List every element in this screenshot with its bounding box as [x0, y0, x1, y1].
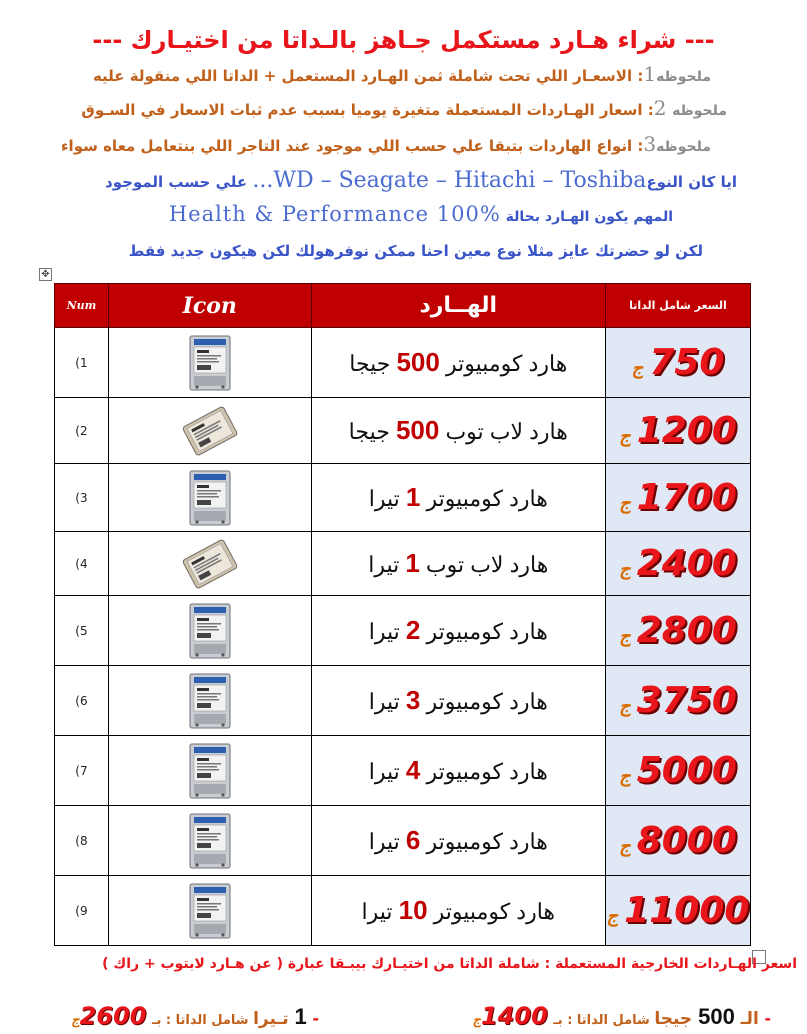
- hdd-name-part: هارد لاب توب: [439, 419, 568, 444]
- row-hdd-name: [311, 464, 605, 532]
- types-brands: ...WD – Seagate – Hitachi – Toshiba: [252, 168, 647, 193]
- row-hdd-name: [311, 666, 605, 736]
- note-number: 3: [643, 132, 657, 156]
- hdd-name-part: تيرا: [368, 829, 406, 854]
- hdd-name-part: هارد كومبيوتر: [427, 899, 556, 924]
- offer-capacity: 1: [294, 1004, 307, 1029]
- hdd-name-part: هارد لاب توب: [419, 552, 549, 577]
- table-row: [55, 876, 751, 946]
- price-amount: 5000: [636, 750, 737, 791]
- row-number: 9): [55, 876, 109, 946]
- row-icon-cell: [108, 596, 311, 666]
- note-text: : انواع الهاردات بتبقا علي حسب اللي موجود عند التاجر اللي بنتعامل معاه سواء: [60, 137, 644, 155]
- hdd-capacity: 1: [405, 548, 420, 578]
- header-num: Num: [55, 284, 109, 328]
- price-amount: 11000: [624, 890, 750, 931]
- offer-dash: -: [306, 1009, 319, 1028]
- note-number: 1: [643, 62, 657, 86]
- note-label: ملحوظه: [672, 103, 727, 119]
- external-offer-500gb: [473, 1002, 771, 1030]
- offer-dash: -: [758, 1009, 771, 1028]
- hdd-laptop-icon: [179, 420, 241, 439]
- table-row: [55, 464, 751, 532]
- row-icon-cell: [108, 328, 311, 398]
- health-prefix: المهم يكون الهـارد بحالة: [505, 209, 673, 225]
- row-price: [605, 328, 750, 398]
- note-text: : الاسعـار اللي تحت شاملة ثمن الهـارد المستعمل + الداتا اللي منقولة عليه: [92, 67, 644, 85]
- row-hdd-name: [311, 876, 605, 946]
- request-line: لكن لو حضرتك عايز مثلا نوع معين احنا ممكن نوفرهولك لكن هيكون جديد فقط: [128, 242, 703, 260]
- hdd-name-part: تيرا: [368, 486, 406, 511]
- note-label: ملحوظه: [656, 139, 711, 155]
- note-number: 2: [653, 96, 667, 120]
- external-hdd-title: اسعر الهـاردات الخارجية المستعملة : شاملة الداتا من اختيـارك بيبـقا عبارة ( عن هـارد لابتوب + راك ): [102, 956, 797, 972]
- offer-prefix: الـ: [734, 1009, 759, 1029]
- offer-currency: ج: [472, 1013, 481, 1028]
- row-icon-cell: [108, 736, 311, 806]
- table-row: [55, 398, 751, 464]
- table-row: [55, 736, 751, 806]
- price-amount: 1200: [636, 410, 737, 451]
- types-prefix: ايا كان النوع: [646, 173, 737, 191]
- health-value: Health & Performance 100%: [168, 202, 501, 226]
- hdd-name-part: جيجا: [348, 419, 396, 444]
- note-text: : اسعار الهـاردات المستعملة متغيرة يوميا بسبب عدم ثبات الاسعار في السـوق: [81, 101, 654, 119]
- hdd-laptop-icon: [179, 553, 241, 572]
- hdd-name-part: تيرا: [361, 899, 399, 924]
- offer-unit: جيجا: [654, 1009, 699, 1029]
- note-2: [81, 96, 727, 120]
- price-amount: 750: [649, 342, 725, 383]
- price-currency: ج: [619, 626, 631, 647]
- hdd-name-part: هارد كومبيوتر: [420, 619, 548, 644]
- row-number: 5): [55, 596, 109, 666]
- row-number: 4): [55, 532, 109, 596]
- hdd-name-part: هارد كومبيوتر: [420, 689, 548, 714]
- row-icon-cell: [108, 398, 311, 464]
- table-row: [55, 596, 751, 666]
- hdd-capacity: 6: [405, 825, 421, 855]
- hdd-name-part: هارد كومبيوتر: [420, 829, 548, 854]
- row-price: [605, 736, 750, 806]
- hdd-name-part: تيرا: [368, 619, 406, 644]
- hdd-desktop-icon: [189, 487, 231, 506]
- hdd-desktop-icon: [189, 760, 231, 779]
- table-row: [55, 328, 751, 398]
- price-amount: 2800: [636, 610, 737, 651]
- row-icon-cell: [108, 806, 311, 876]
- types-suffix: علي حسب الموجود: [105, 173, 248, 191]
- table-row: [55, 532, 751, 596]
- price-currency: ج: [631, 358, 644, 379]
- hdd-capacity: 10: [398, 895, 428, 925]
- price-amount: 8000: [636, 820, 737, 861]
- price-currency: ج: [606, 906, 619, 927]
- row-price: [605, 876, 750, 946]
- row-price: [605, 596, 750, 666]
- hdd-name-part: تيرا: [368, 552, 406, 577]
- hdd-capacity: 500: [396, 347, 440, 377]
- price-table: [54, 283, 751, 946]
- offer-unit: تـيرا: [253, 1009, 295, 1029]
- row-price: [605, 806, 750, 876]
- offer-included: شامل الداتا : بـ: [553, 1013, 655, 1028]
- hdd-name-part: تيرا: [368, 759, 406, 784]
- row-price: [605, 666, 750, 736]
- price-currency: ج: [619, 836, 631, 857]
- row-number: 8): [55, 806, 109, 876]
- hdd-capacity: 4: [405, 755, 421, 785]
- offer-price: 1400: [480, 1002, 548, 1030]
- hdd-name-part: هارد كومبيوتر: [439, 351, 568, 376]
- price-amount: 1700: [636, 477, 737, 518]
- row-hdd-name: [311, 596, 605, 666]
- row-price: [605, 532, 750, 596]
- table-move-handle-icon[interactable]: ✥: [39, 268, 52, 281]
- row-number: 3): [55, 464, 109, 532]
- table-row: [55, 806, 751, 876]
- row-number: 2): [55, 398, 109, 464]
- hdd-name-part: تيرا: [368, 689, 406, 714]
- row-icon-cell: [108, 532, 311, 596]
- page-title: --- شراء هـارد مستكمل جـاهز بالـداتا من اختيـارك ---: [92, 26, 715, 54]
- hdd-desktop-icon: [189, 620, 231, 639]
- hdd-name-part: هارد كومبيوتر: [420, 759, 548, 784]
- row-hdd-name: [311, 328, 605, 398]
- external-offer-1tb: [71, 1002, 319, 1030]
- price-currency: ج: [619, 426, 631, 447]
- row-number: 6): [55, 666, 109, 736]
- note-3: [61, 132, 711, 156]
- table-row: [55, 666, 751, 736]
- offer-capacity: 500: [698, 1004, 735, 1029]
- hdd-desktop-icon: [189, 352, 231, 371]
- price-amount: 2400: [636, 543, 737, 584]
- price-currency: ج: [619, 766, 631, 787]
- hdd-desktop-icon: [189, 900, 231, 919]
- row-hdd-name: [311, 806, 605, 876]
- hdd-capacity: 2: [405, 615, 421, 645]
- row-icon-cell: [108, 464, 311, 532]
- row-hdd-name: [311, 736, 605, 806]
- row-hdd-name: [311, 398, 605, 464]
- hdd-desktop-icon: [189, 690, 231, 709]
- offer-included: شامل الداتا : بـ: [152, 1013, 254, 1028]
- hdd-capacity: 3: [405, 685, 421, 715]
- offer-price: 2600: [79, 1002, 147, 1030]
- price-currency: ج: [619, 696, 631, 717]
- hdd-desktop-icon: [189, 830, 231, 849]
- table-header-row: [55, 284, 751, 328]
- row-price: [605, 464, 750, 532]
- row-icon-cell: [108, 876, 311, 946]
- header-price: السعر شامل الداتا: [605, 284, 750, 328]
- price-amount: 3750: [636, 680, 737, 721]
- health-line: [169, 202, 673, 226]
- row-hdd-name: [311, 532, 605, 596]
- header-icon: Icon: [108, 284, 311, 328]
- row-price: [605, 398, 750, 464]
- row-number: 1): [55, 328, 109, 398]
- hdd-name-part: جيجا: [349, 351, 397, 376]
- note-label: ملحوظه: [656, 69, 711, 85]
- offer-currency: ج: [71, 1013, 80, 1028]
- hdd-types-line: [105, 168, 737, 193]
- note-1: [93, 62, 711, 86]
- row-icon-cell: [108, 666, 311, 736]
- header-hard: الهــارد: [311, 284, 605, 328]
- row-number: 7): [55, 736, 109, 806]
- hdd-capacity: 1: [405, 482, 421, 512]
- hdd-capacity: 500: [395, 415, 440, 445]
- price-currency: ج: [619, 493, 631, 514]
- hdd-name-part: هارد كومبيوتر: [420, 486, 548, 511]
- price-currency: ج: [619, 559, 631, 580]
